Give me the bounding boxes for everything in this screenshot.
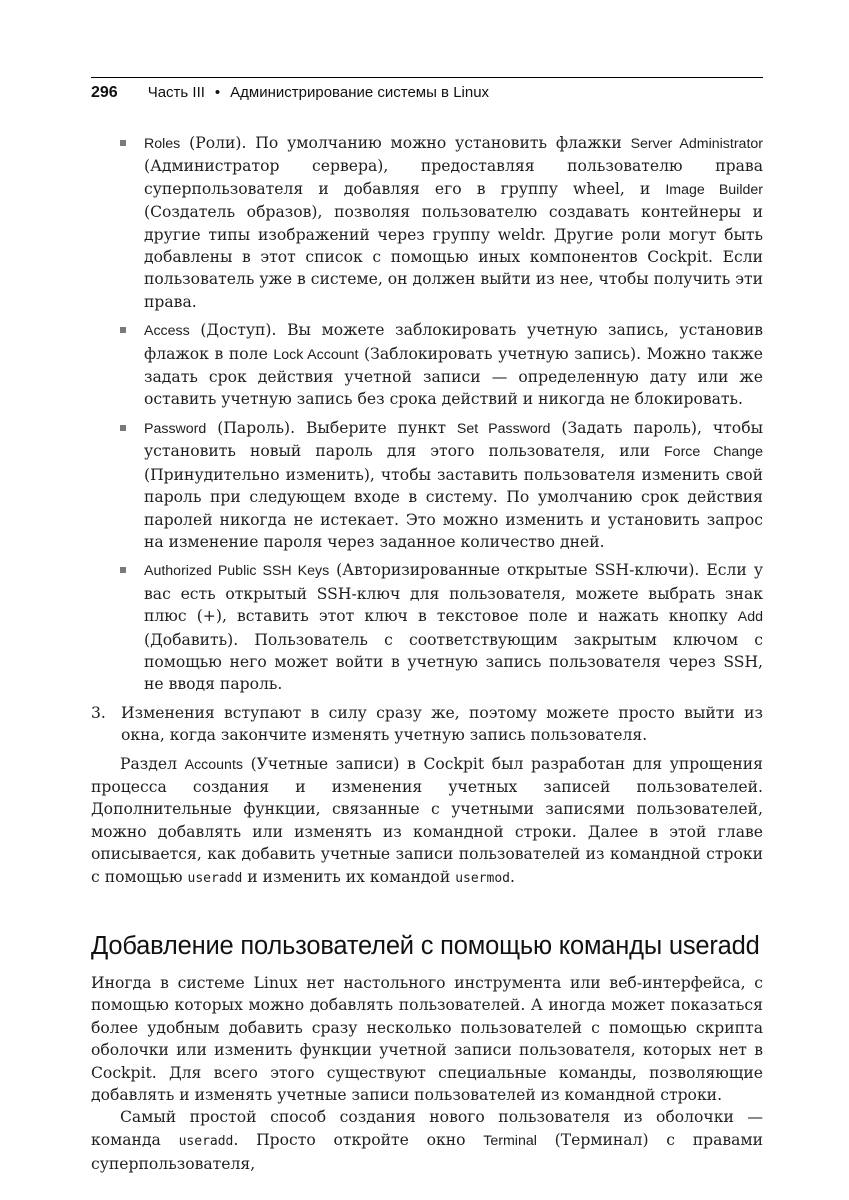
option-list [91, 132, 763, 696]
step-text: Изменения вступают в силу сразу же, поэтому можете просто выйти из окна, когда закончите изменять учетную запись пользователя. [121, 703, 763, 745]
bullet-icon [120, 140, 126, 146]
paragraph-text: Раздел [120, 754, 185, 773]
paragraph-text: . [509, 867, 515, 886]
term-authorized-ssh-keys: Authorized Public SSH Keys [144, 563, 330, 580]
paragraph-text: (Терминал) с правами суперпользователя, [91, 1130, 763, 1174]
list-item-roles [91, 132, 763, 313]
code-usermod: usermod [455, 870, 510, 886]
running-header [91, 84, 489, 102]
paragraph-text: и изменить их командой [242, 867, 456, 886]
page-body [91, 132, 763, 1176]
list-item-access [91, 319, 763, 411]
bullet-icon [120, 327, 126, 333]
section-paragraph-2 [91, 1106, 763, 1175]
list-item-text: (Администратор сервера), предоставляя пользователю права суперпользователя и добавляя его в группу wheel, и [144, 157, 763, 198]
term-password: Password [144, 420, 207, 437]
list-item-text: (Доступ). Вы можете заблокировать учетную запись, установив флажок в поле [144, 321, 763, 363]
code-useradd-2: useradd [178, 1133, 234, 1149]
list-item-text: (Роли). По умолчанию можно установить флажки [180, 134, 631, 152]
list-item-text: (Заблокировать учетную запись). Можно также задать срок действия учетной записи — определенную дату или же оставить учетную запись без срока действий и никогда не блокировать. [144, 344, 764, 409]
section-heading: Добавление пользователей с помощью команды useradd [91, 932, 760, 960]
ui-terminal: Terminal [483, 1132, 537, 1149]
list-item-text: (Создатель образов), позволяя пользователю создавать контейнеры и другие типы изображений через группу weldr. Другие роли могут быть добавлены в этот список с помощью иных компонентов Cockpit. Если пользователь уже в системе, он должен выйти из нее, чтобы получить эти права. [144, 203, 763, 311]
term-roles: Roles [144, 136, 181, 152]
ui-force-change: Force Change [664, 444, 763, 461]
ui-lock-account: Lock Account [273, 346, 359, 363]
ui-image-builder: Image Builder [665, 181, 763, 198]
paragraph-text: . Просто откройте окно [233, 1130, 484, 1149]
ui-add: Add [737, 609, 763, 626]
list-item-text: (Принудительно изменить), чтобы заставить пользователя изменить свой пароль при следующем входе в систему. По умолчанию срок действия паролей никогда не истекает. Это можно изменить и установить запрос на изменение пароля через заданное количество дней. [144, 465, 763, 551]
bullet-icon [120, 567, 126, 573]
paragraph-text: (Учетные записи) в Cockpit был разработан для упрощения процесса создания и изменения учетных записей пользователей. Дополнительные функции, связанные с учетными записями пользователей, можно добавлять или изменять из командной строки. Далее в этой главе описывается, как добавить учетные записи пользователей из командной строки с помощью [91, 754, 763, 886]
header-rule [91, 77, 763, 78]
list-item-text: (Пароль). Выберите пункт [206, 418, 457, 437]
ui-set-password: Set Password [456, 420, 551, 437]
list-item-password [91, 417, 763, 553]
term-access: Access [144, 323, 190, 340]
header-separator: • [214, 84, 221, 101]
ui-server-administrator: Server Administrator [630, 136, 763, 152]
page-number: 296 [91, 84, 118, 101]
paragraph-text: Самый простой способ создания нового пользователя из оболочки — команда [91, 1108, 763, 1149]
code-useradd: useradd [187, 870, 243, 886]
step-number: 3. [91, 703, 106, 722]
accounts-paragraph [91, 753, 763, 890]
bullet-icon [120, 425, 126, 431]
list-item-ssh-keys [91, 559, 763, 695]
ui-accounts: Accounts [184, 756, 243, 773]
list-item-text: (Авторизированные открытые SSH-ключи). Если у вас есть открытый SSH-ключ для пользователя, можете выбрать знак плюс (+), вставить этот ключ в текстовое поле и нажать кнопку [144, 561, 763, 626]
list-item-text: (Задать пароль), чтобы установить новый пароль для этого пользователя, или [144, 418, 763, 461]
step-3 [91, 702, 763, 747]
section-paragraph-1: Иногда в системе Linux нет настольного инструмента или веб-интерфейса, с помощью которых можно добавлять пользователей. А иногда может показаться более удобным добавить сразу несколько пользователей с помощью скрипта оболочки или изменить функции учетной записи пользователя, которых нет в Cockpit. Для всего этого существуют специальные команды, позволяющие добавлять и изменять учетные записи пользователей из командной строки. [91, 974, 763, 1105]
list-item-text: (Добавить). Пользователь с соответствующим закрытым ключом с помощью него может войти в учетную запись пользователя через SSH, не вводя пароль. [144, 630, 763, 694]
part-label: Часть III [147, 84, 205, 101]
part-title: Администрирование системы в Linux [230, 84, 490, 101]
